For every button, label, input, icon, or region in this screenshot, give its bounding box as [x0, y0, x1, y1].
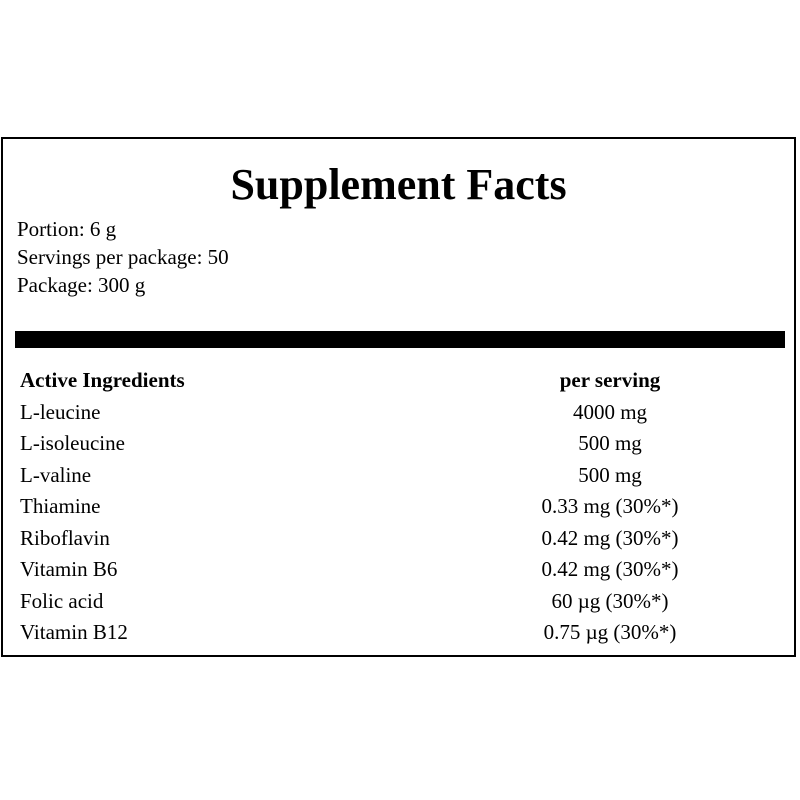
- ingredient-name: L-valine: [20, 462, 92, 487]
- package-text: Package: 300 g: [17, 273, 146, 297]
- table-row: [20, 586, 780, 618]
- ingredient-amount: 0.42 mg (30%*): [541, 525, 679, 550]
- ingredient-amount: 0.75 µg (30%*): [543, 620, 677, 644]
- ingredients-table: [20, 365, 780, 649]
- ingredient-name: L-leucine: [20, 399, 101, 424]
- ingredient-amount: 0.33 mg (30%*): [541, 494, 679, 518]
- ingredient-name: Folic acid: [20, 588, 104, 613]
- ingredient-name: Vitamin B6: [20, 557, 118, 581]
- ingredient-name: Vitamin B12: [20, 620, 128, 644]
- supplement-facts-label: [1, 137, 796, 657]
- header-ingredients: Active Ingredients: [20, 368, 185, 392]
- section-divider: [15, 331, 785, 348]
- servings-text: Servings per package: 50: [17, 245, 229, 269]
- table-row: [20, 397, 780, 429]
- ingredient-amount: 500 mg: [578, 431, 642, 455]
- table-row: [20, 617, 780, 649]
- table-row: [20, 554, 780, 586]
- header-per-serving: per serving: [559, 368, 661, 392]
- table-row: [20, 523, 780, 555]
- ingredient-name: Thiamine: [20, 494, 101, 518]
- ingredient-amount: 60 µg (30%*): [551, 588, 669, 613]
- ingredient-name: L-isoleucine: [20, 431, 125, 455]
- ingredient-name: Riboflavin: [20, 525, 110, 550]
- ingredient-amount: 4000 mg: [572, 399, 648, 424]
- table-row: [20, 460, 780, 492]
- ingredient-amount: 0.42 mg (30%*): [541, 557, 679, 581]
- table-header-row: [20, 365, 780, 397]
- portion-text: Portion: 6 g: [17, 217, 117, 241]
- table-row: [20, 428, 780, 460]
- serving-info: [17, 215, 229, 299]
- table-row: [20, 491, 780, 523]
- label-title: Supplement Facts: [230, 160, 567, 209]
- ingredient-amount: 500 mg: [578, 462, 642, 487]
